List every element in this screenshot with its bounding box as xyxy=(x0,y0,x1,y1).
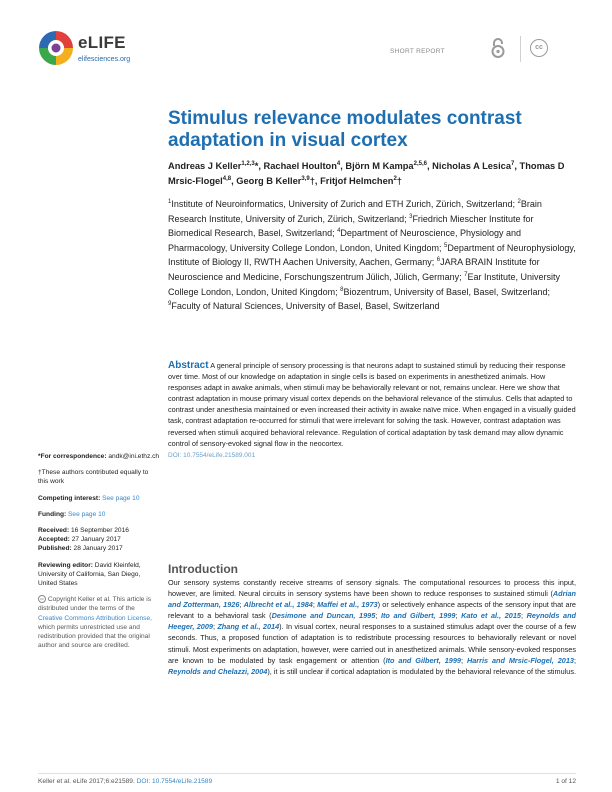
affiliation-text: Department of Neurophysiology, Institute of Biology II, RWTH Aachen University, Aachen, Germany; xyxy=(168,242,576,268)
author-separator: , xyxy=(258,161,264,172)
affiliation-list xyxy=(168,196,578,313)
copyright-text-a: Copyright Keller et al. This article is distributed under the terms of the xyxy=(38,596,152,613)
citation-link[interactable]: Reynolds and Heeger, 2009 xyxy=(168,611,577,632)
header-divider xyxy=(520,36,521,62)
affiliation-number: 4 xyxy=(337,228,341,235)
author-mark: † xyxy=(396,176,402,187)
dates-block xyxy=(38,526,160,554)
affiliation-text: Department of Neuroscience, Physiology and Pharmacology, University College London, London, United Kingdom; xyxy=(168,228,522,253)
introduction-paragraph xyxy=(168,577,576,677)
received-date: 16 September 2016 xyxy=(69,527,129,535)
intro-text: ) or selectively enhance aspects of the sensory input that are relevant to a behavioral task ( xyxy=(168,600,576,621)
author-separator: , xyxy=(314,176,321,187)
affiliation-number: 9 xyxy=(168,301,172,308)
author-affiliation-marker: 3,9 xyxy=(301,176,310,183)
footer-doi-link[interactable]: DOI: 10.7554/eLife.21589 xyxy=(136,778,213,785)
correspondence-label: *For correspondence: xyxy=(38,453,107,460)
author-separator: , xyxy=(426,161,433,172)
affiliation-text: Ear Institute, University College London, London, United Kingdom; xyxy=(168,271,561,297)
logo-name: eLIFE xyxy=(78,33,126,52)
abstract-text: A general principle of sensory processing is that neurons adapt to sustained stimuli by reducing their response over time. Most of our knowledge on adaptation in single cells is based on experiments in anesthetized animals. How responses adapt in awake animals, when stimuli may be behaviorally relevant or not, remains unclear. Here we show that contrast adaptation in mouse primary visual cortex depends on the behavioral relevance of the stimulus. Cells that adapted to contrast under anesthesia maintained or even increased their activity in awake naïve mice. When engaged in a visually guided task, contrast adaptation re-occurred for stimuli that were irrelevant for solving the task. However, contrast adaptation was reversed when stimuli acquired behavioral relevance. Regulation of cortical adaptation by task demand may allow dynamic control of sensory-evoked signal flow in the neocortex. xyxy=(168,361,576,448)
author-mark: † xyxy=(309,176,315,187)
article-type-label: SHORT REPORT xyxy=(390,48,445,55)
abstract xyxy=(168,360,576,461)
correspondence-note xyxy=(38,452,160,461)
editor-label: Reviewing editor: xyxy=(38,561,93,569)
logo-url[interactable]: elifesciences.org xyxy=(78,56,131,63)
affiliation-number: 6 xyxy=(436,257,441,264)
copyright-text-b: which permits unrestricted use and redistribution provided that the original author and source are credited. xyxy=(38,623,150,650)
page-number: 1 of 12 xyxy=(555,778,576,785)
affiliation-text: Friedrich Miescher Institute for Biomedical Research, Basel, Switzerland; xyxy=(168,213,534,239)
affiliation-text: Biozentrum, University of Basel, Basel, Switzerland; xyxy=(343,286,551,297)
intro-text: Our sensory systems constantly receive streams of sensory signals. The computational resources to process this input, however, are limited. Neural circuits in sensory systems have been shown to reduce responses to sustained stimuli ( xyxy=(168,578,576,599)
intro-text: ; xyxy=(212,622,218,632)
competing-label: Competing interest: xyxy=(38,494,101,502)
intro-text: ; xyxy=(312,600,318,610)
affiliation-text: JARA BRAIN Institute for Neuroscience and Medicine, Forschungszentrum Jülich, Jülich, Germany; xyxy=(168,257,540,282)
footer-citation xyxy=(38,778,212,785)
reviewing-editor xyxy=(38,561,160,589)
published-label: Published: xyxy=(38,545,72,553)
author-name: Georg B Keller xyxy=(236,176,302,187)
published-date: 28 January 2017 xyxy=(71,545,123,553)
author-separator: , xyxy=(231,176,237,187)
author-mark: * xyxy=(254,161,259,172)
intro-text: ; xyxy=(520,611,527,621)
abstract-doi-link[interactable]: DOI: 10.7554/eLife.21589.001 xyxy=(168,451,256,459)
author-affiliation-marker: 4,8 xyxy=(222,176,232,183)
author-separator: , xyxy=(340,161,346,172)
affiliation-number: 1 xyxy=(168,199,172,205)
funding-link[interactable]: See page 10 xyxy=(66,510,106,518)
affiliation-text: Institute of Neuroinformatics, University of Zurich and ETH Zurich, Zürich, Switzerland; xyxy=(171,199,518,209)
footer-divider xyxy=(38,773,576,774)
author-name: Björn M Kampa xyxy=(345,161,414,172)
intro-text: ; xyxy=(375,611,381,621)
author-name: Fritjof Helmchen xyxy=(320,176,394,187)
author-name: Nicholas A Lesica xyxy=(432,161,512,172)
intro-text: ; xyxy=(573,655,576,665)
author-affiliation-marker: 7 xyxy=(511,161,515,167)
copyright-note xyxy=(38,595,160,650)
introduction-heading: Introduction xyxy=(168,562,238,576)
elife-logo[interactable] xyxy=(38,30,148,74)
intro-text: ; xyxy=(455,611,462,621)
received-label: Received: xyxy=(38,527,70,535)
citation-link[interactable]: Desimone and Duncan, 1995 xyxy=(271,611,376,621)
intro-text: ; xyxy=(239,600,244,610)
citation-link[interactable]: Maffei et al., 1973 xyxy=(317,600,378,610)
author-name: Andreas J Keller xyxy=(168,161,242,172)
affiliation-text: Faculty of Natural Sciences, University of Basel, Basel, Switzerland xyxy=(171,301,440,312)
citation-link[interactable]: Zhang et al., 2014 xyxy=(217,622,280,632)
citation-link[interactable]: Ito and Gilbert, 1999 xyxy=(380,611,456,621)
author-name: Rachael Houlton xyxy=(263,161,337,172)
elife-logo-icon xyxy=(38,30,74,66)
affiliation-number: 7 xyxy=(464,271,468,278)
affiliation-number: 2 xyxy=(517,199,521,205)
competing-interest xyxy=(38,494,160,503)
copyright-cc-icon: cc xyxy=(40,596,44,602)
citation-link[interactable]: Kato et al., 2015 xyxy=(461,611,521,621)
author-affiliation-marker: 1,2,3 xyxy=(241,161,255,167)
correspondence-email[interactable]: andk@ini.ethz.ch xyxy=(106,453,160,460)
creative-commons-icon: cc xyxy=(530,39,548,57)
intro-text: ), it is still unclear if cortical adaptation is modulated by the behavioral relevance of the stimulus. xyxy=(267,666,577,676)
author-affiliation-marker: 4 xyxy=(336,161,341,167)
accepted-date: 27 January 2017 xyxy=(69,536,121,544)
funding-label: Funding: xyxy=(38,510,67,518)
license-link[interactable]: Creative Commons Attribution License, xyxy=(38,614,152,622)
intro-text: ). In visual cortex, neural responses to a sustained stimulus adapt over the course of a few seconds. Thus, a proposed function of adaptation is to redistribute processing resources to behaviorally relevant or novel stimuli. Most experiments on adaptation, however, were carried out in anesthetized animals. While sensory-evoked responses are known to be modulated by task engagement or attention ( xyxy=(168,622,576,665)
competing-link[interactable]: See page 10 xyxy=(100,494,140,502)
equal-contribution-note: †These authors contributed equally to this work xyxy=(38,469,149,486)
article-sidebar xyxy=(38,452,160,657)
affiliation-text: Brain Research Institute, University of Zurich, Zürich, Switzerland; xyxy=(168,199,542,224)
author-affiliation-marker: 2,5,6 xyxy=(413,161,427,167)
author-affiliation-marker: 2 xyxy=(393,176,397,183)
citation-link[interactable]: Albrecht et al., 1984 xyxy=(243,600,313,610)
affiliation-number: 3 xyxy=(409,213,413,220)
funding-note xyxy=(38,510,160,519)
affiliation-number: 5 xyxy=(444,242,448,249)
accepted-label: Accepted: xyxy=(38,536,70,544)
author-separator: , xyxy=(514,161,520,172)
intro-text: ; xyxy=(461,655,467,665)
citation-link[interactable]: Harris and Mrsic-Flogel, 2013 xyxy=(466,655,574,665)
citation-link[interactable]: Reynolds and Chelazzi, 2004 xyxy=(168,666,268,676)
author-name: Thomas D Mrsic-Flogel xyxy=(168,161,565,187)
footer-citation-text: Keller et al. eLife 2017;6:e21589. xyxy=(38,778,137,785)
article-title: Stimulus relevance modulates contrast adaptation in visual cortex xyxy=(168,108,522,151)
editor-name: David Kleinfeld, University of California, San Diego, United States xyxy=(38,561,141,588)
author-list xyxy=(168,158,578,188)
open-access-icon xyxy=(490,37,506,59)
affiliation-number: 8 xyxy=(340,286,344,293)
abstract-heading: Abstract xyxy=(168,360,209,371)
citation-link[interactable]: Adrian and Zotterman, 1926 xyxy=(168,589,576,610)
citation-link[interactable]: Ito and Gilbert, 1999 xyxy=(385,655,461,665)
